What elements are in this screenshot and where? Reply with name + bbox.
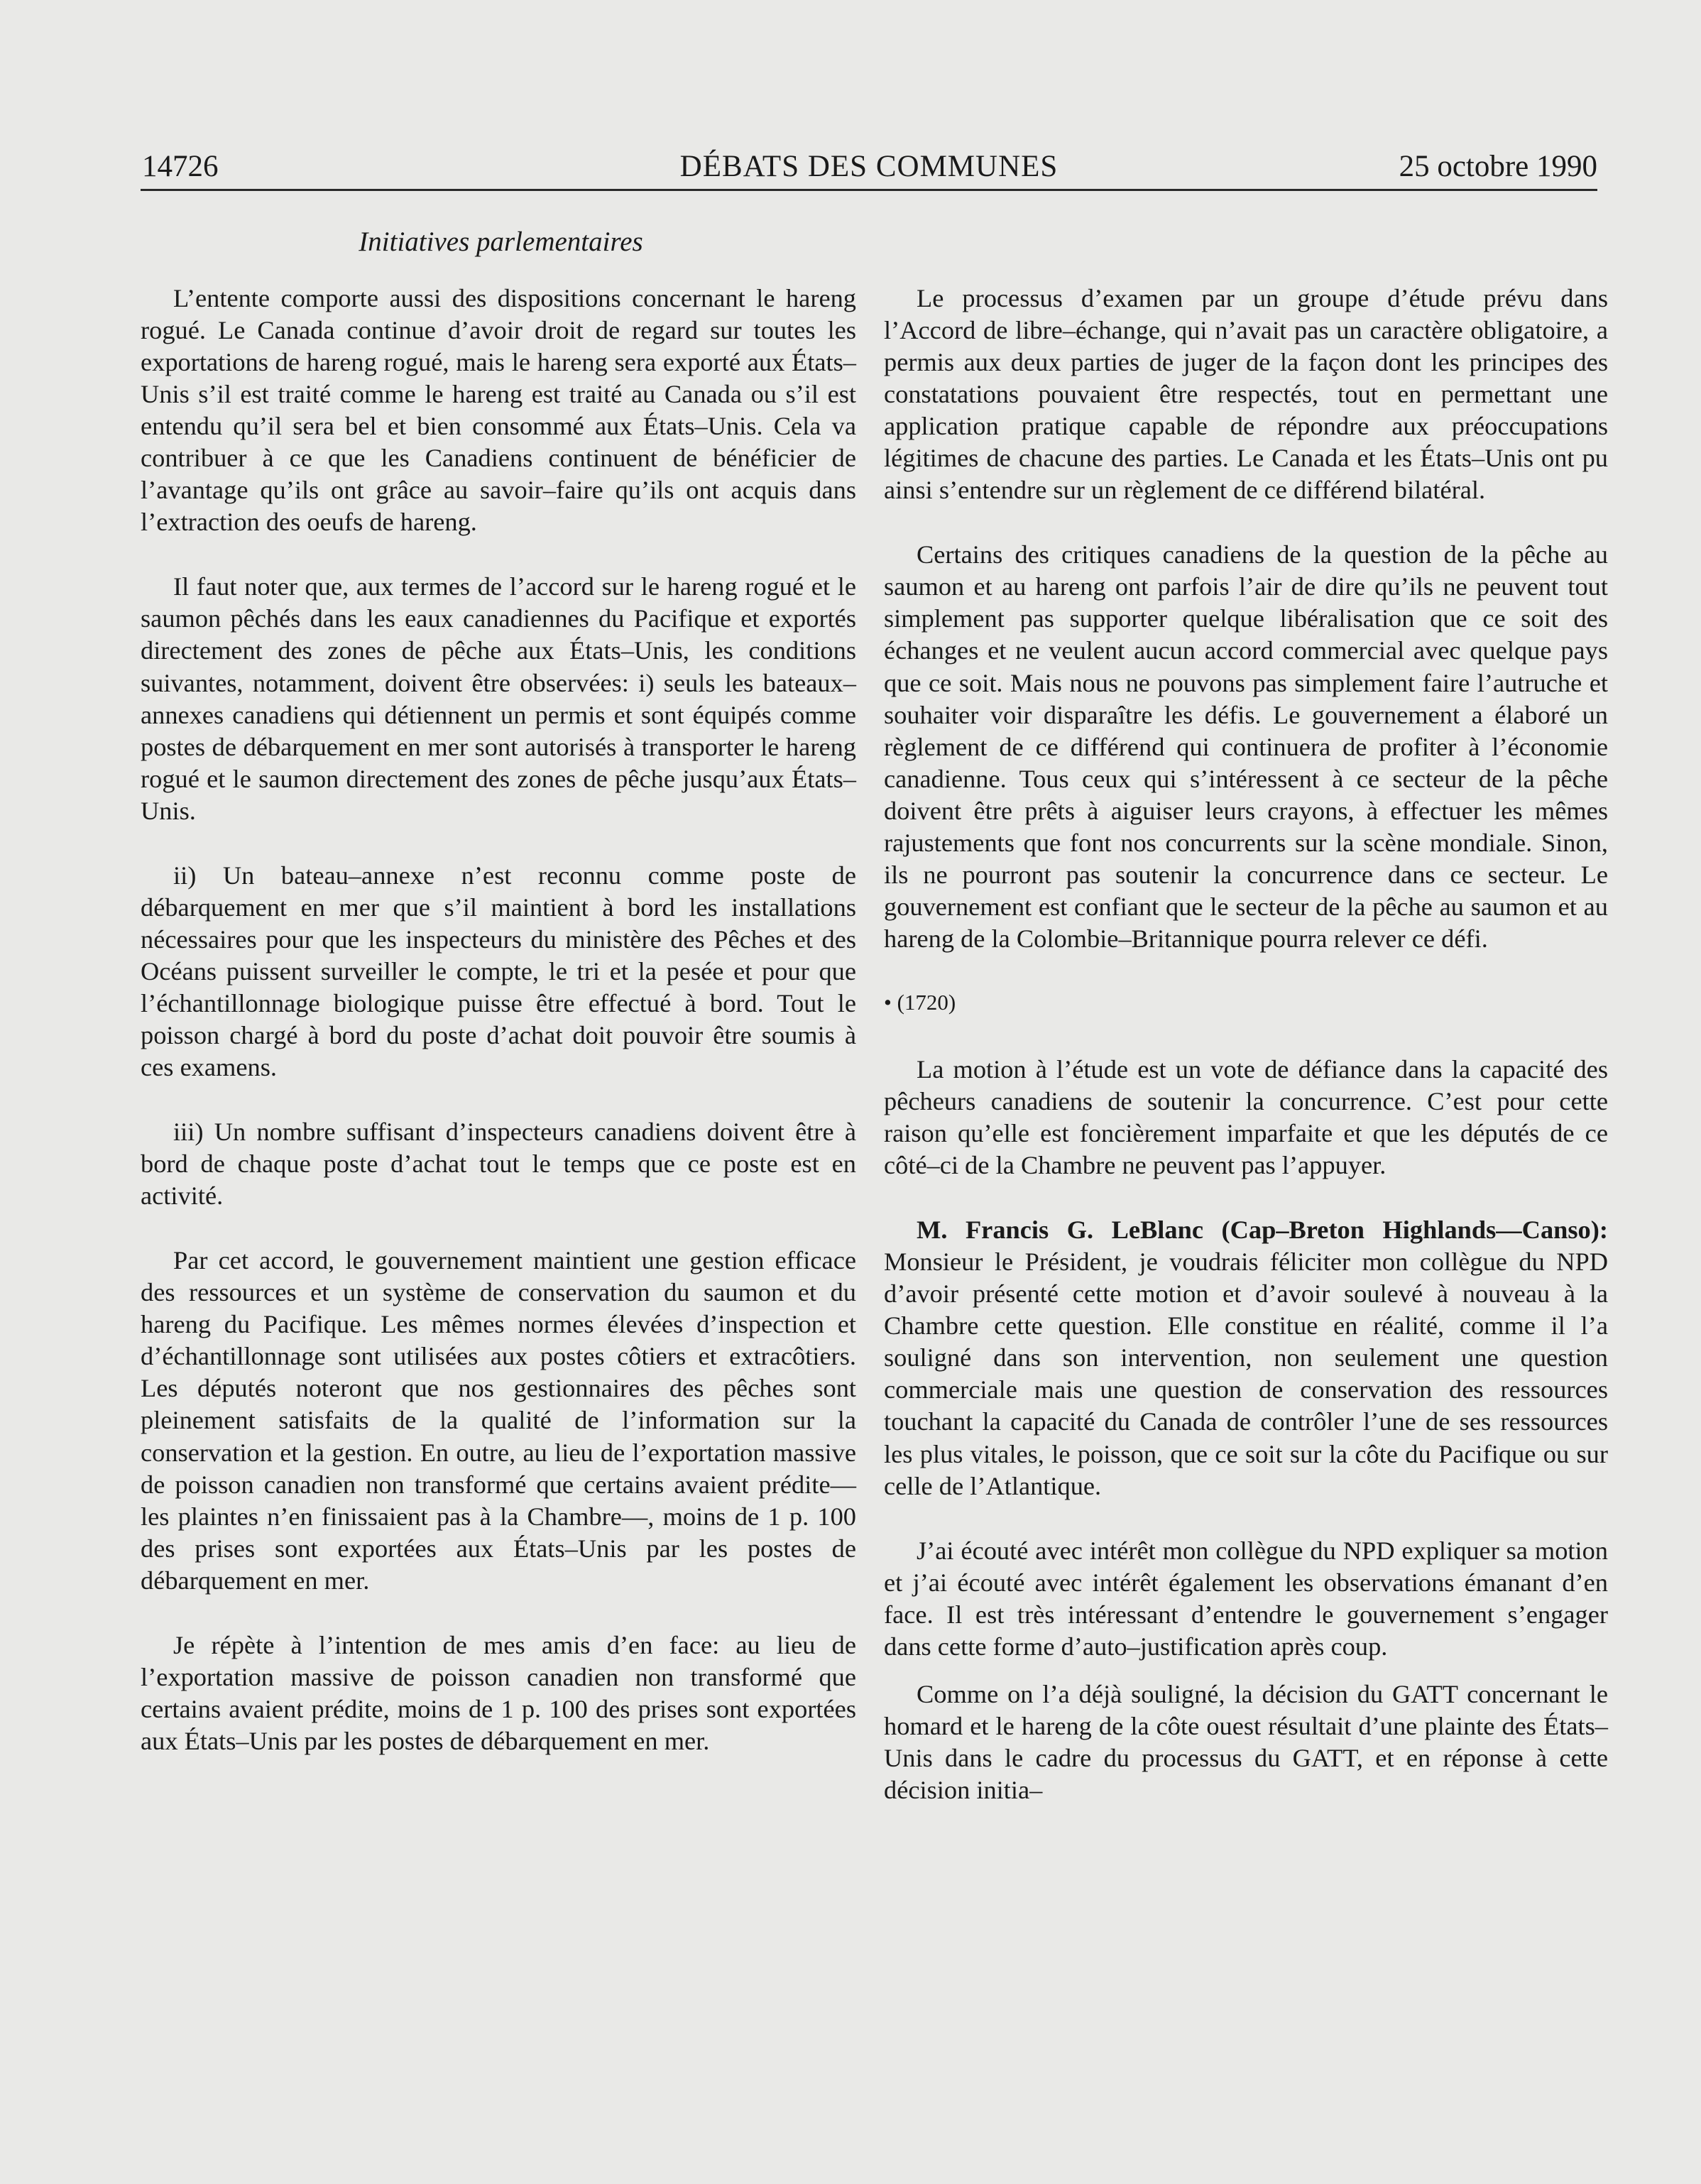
paragraph: Il faut noter que, aux termes de l’accord sur le hareng rogué et le saumon pêchés dans les eaux canadiennes du Pacifique et exportés directement des zones de pêche aux États–Unis, les conditions suivantes, notamment, doivent être observées: i) seuls les bateaux–annexes canadiens qui détiennent un permis et sont équipés comme postes de débarquement en mer sont autorisés à transporter le hareng rogué et le saumon directement des zones de pêche jusqu’aux États–Unis. [141,572,856,825]
paragraph: Le processus d’examen par un groupe d’étude prévu dans l’Accord de libre–échange, qui n’avait pas un caractère obligatoire, a permis aux deux parties de juger de la façon dont les principes des constatations pouvaient être respectés, tout en permettant une application pratique capable de répondre aux préoccupations légitimes de chacune des parties. Le Canada et les États–Unis ont pu ainsi s’entendre sur un règlement de ce différend bilatéral. [884,284,1608,505]
speaker-name: M. Francis G. LeBlanc (Cap–Breton Highlands—Canso): [917,1216,1608,1245]
paragraph: Par cet accord, le gouvernement maintient une gestion efficace des ressources et un système de conservation du saumon et du hareng du Pacifique. Les mêmes normes élevées d’inspection et d’échantillonnage sont utilisées aux postes côtiers et extracôtiers. Les députés noteront que nos gestionnaires des pêches sont pleinement satisfaits de la qualité de l’information sur la conservation et la gestion. En outre, au lieu de l’exportation massive de poisson canadien non transformé que certains avaient prédite—les plaintes n’en finissaient pas à la Chambre—, moins de 1 p. 100 des prises sont exportées aux États–Unis par les postes de débarquement en mer. [141,1246,856,1595]
page-header [141,146,1597,191]
paragraph: J’ai écouté avec intérêt mon collègue du NPD expliquer sa motion et j’ai écouté avec intérêt également les observations émanant d’en face. Il est très intéressant d’entendre le gouvernement s’engager dans cette forme d’auto–justification après coup. [884,1536,1608,1661]
paragraph: L’entente comporte aussi des dispositions concernant le hareng rogué. Le Canada continue d’avoir droit de regard sur toutes les exportations de hareng rogué, mais le hareng sera exporté aux États–Unis s’il est traité comme le hareng est traité au Canada ou s’il est entendu qu’il sera bel et bien consommé aux États–Unis. Cela va contribuer à ce que les Canadiens continuent de bénéficier de l’avantage qu’ils ont grâce au savoir–faire qu’ils ont acquis dans l’extraction des oeufs de hareng. [141,284,856,537]
speaker-paragraph [884,1214,1608,1502]
time-marker: • (1720) [884,989,956,1015]
left-column [141,283,856,1757]
paragraph: La motion à l’étude est un vote de défiance dans la capacité des pêcheurs canadiens de soutenir la concurrence. C’est pour cette raison qu’elle est foncièrement imparfaite et que les députés de ce côté–ci de la Chambre ne peuvent pas l’appuyer. [884,1054,1608,1180]
paragraph: ii) Un bateau–annexe n’est reconnu comme poste de débarquement en mer que s’il maintient à bord les installations nécessaires pour que les inspecteurs du ministère des Pêches et des Océans puissent surveiller le compte, le tri et la pesée et pour que l’échantillonnage biologique puisse être effectué à bord. Tout le poisson chargé à bord du poste d’achat doit pouvoir être soumis à ces examens. [141,861,856,1082]
right-column [884,283,1608,1806]
paragraph: Certains des critiques canadiens de la question de la pêche au saumon et au hareng ont parfois l’air de dire qu’ils ne peuvent tout simplement pas supporter quelque libéralisation que ce soit des échanges et ne veulent aucun accord commercial avec quelque pays que ce soit. Mais nous ne pouvons pas simplement faire l’autruche et souhaiter voir disparaître les défis. Le gouvernement a élaboré un règlement de ce différend qui continuera de profiter à l’économie canadienne. Tous ceux qui s’intéressent à ce secteur de la pêche doivent être prêts à aiguiser leurs crayons, à effectuer les mêmes rajustements que font nos concurrents sur la scène mondiale. Sinon, ils ne pourront pas soutenir la concurrence dans ce secteur. Le gouvernement est confiant que le secteur de la pêche au saumon et au hareng de la Colombie–Britannique pourra relever ce défi. [884,540,1608,953]
paragraph: iii) Un nombre suffisant d’inspecteurs canadiens doivent être à bord de chaque poste d’achat tout le temps que ce poste est en activité. [141,1118,856,1211]
section-label: Initiatives parlementaires [359,226,643,257]
speaker-text: Monsieur le Président, je voudrais féliciter mon collègue du NPD d’avoir présenté cette motion et d’avoir soulevé à nouveau à la Chambre cette question. Elle constitue en réalité, comme il l’a souligné dans son intervention, non seulement une question commerciale mais une question de conservation des ressources touchant la capacité du Canada de contrôler l’une de ses ressources les plus vitales, le poisson, que ce soit sur la côte du Pacifique ou sur celle de l’Atlantique. [884,1247,1608,1500]
page-number: 14726 [142,150,219,183]
paragraph: Comme on l’a déjà souligné, la décision du GATT concernant le homard et le hareng de la côte ouest résultait d’une plainte des États–Unis dans le cadre du processus du GATT, et en réponse à cette décision initia– [884,1679,1608,1804]
paragraph: Je répète à l’intention de mes amis d’en face: au lieu de l’exportation massive de poisson canadien non transformé que certains avaient prédite, moins de 1 p. 100 des prises sont exportées aux États–Unis par les postes de débarquement en mer. [141,1630,856,1755]
publication-date: 25 octobre 1990 [1399,150,1597,183]
publication-title: DÉBATS DES COMMUNES [679,150,1059,183]
